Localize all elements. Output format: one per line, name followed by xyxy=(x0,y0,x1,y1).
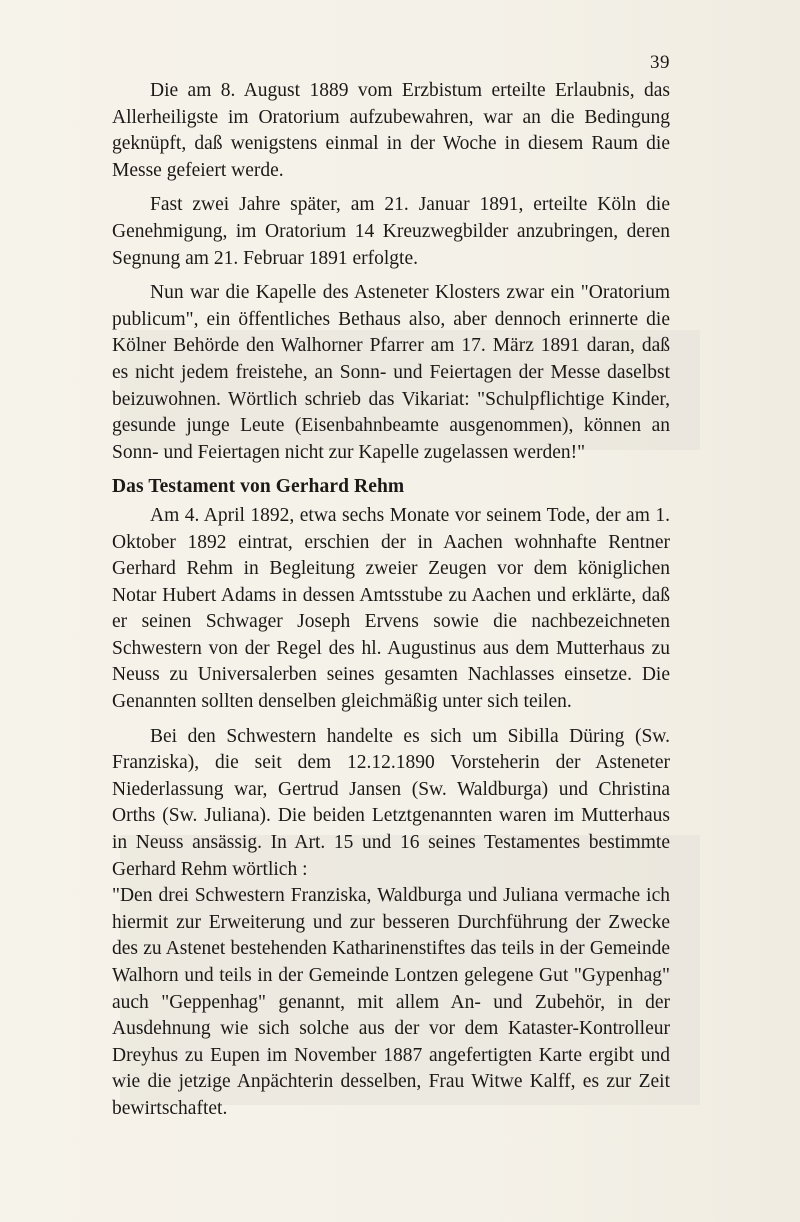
paragraph: Bei den Schwestern handelte es sich um Sibilla Düring (Sw. Franziska), die seit dem 12.12.1890 Vorsteherin der Asteneter Niederlassung war, Gertrud Jansen (Sw. Waldburga) und Christina Orths (Sw. Juliana). Die beiden Letztgenannten waren im Mutterhaus in Neuss ansässig. In Art. 15 und 16 seines Testamentes bestimmte Gerhard Rehm wörtlich : xyxy=(112,725,670,880)
body-text xyxy=(112,78,670,1131)
paragraph: Die am 8. August 1889 vom Erzbistum erteilte Erlaubnis, das Allerheiligste im Oratorium aufzubewahren, war an die Bedingung geknüpft, daß wenigstens einmal in der Woche in diesem Raum die Messe gefeiert werde. xyxy=(112,80,670,181)
section-heading: Das Testament von Gerhard Rehm xyxy=(112,476,405,498)
paragraph: Am 4. April 1892, etwa sechs Monate vor seinem Tode, der am 1. Oktober 1892 eintrat, erschien der in Aachen wohnhafte Rentner Gerhard Rehm in Begleitung zweier Zeugen vor dem königlichen Notar Hubert Adams in dessen Amtsstube zu Aachen und erklärte, daß er seinen Schwager Joseph Ervens sowie die nachbezeichneten Schwestern von der Regel des hl. Augustinus aus dem Mutterhaus zu Neuss zu Universalerben seines gesamten Nachlasses einsetze. Die Genannten sollten denselben gleichmäßig unter sich teilen. xyxy=(112,504,670,713)
quotation-paragraph: "Den drei Schwestern Franziska, Waldburga und Juliana vermache ich hiermit zur Erweiterung und zur besseren Durchführung der Zwecke des zu Astenet bestehenden Katharinenstiftes das teils in der Gemeinde Walhorn und teils in der Gemeinde Lontzen gelegene Gut "Gypenhag" auch "Geppenhag" genannt, mit allem An- und Zubehör, in der Ausdehnung wie sich solche aus der vor dem Kataster-Kontrolleur Dreyhus zu Eupen im November 1887 angefertigten Karte ergibt und wie die jetzige Anpächterin desselben, Frau Witwe Kalff, es zur Zeit bewirtschaftet. xyxy=(112,885,670,1119)
paragraph: Nun war die Kapelle des Asteneter Klosters zwar ein "Oratorium publicum", ein öffentliches Bethaus also, aber dennoch erinnerte die Kölner Behörde den Walhorner Pfarrer am 17. März 1891 daran, daß es nicht jedem freistehe, an Sonn- und Feiertagen der Messe daselbst beizuwohnen. Wörtlich schrieb das Vikariat: "Schulpflichtige Kinder, gesunde junge Leute (Eisenbahnbeamte ausgenommen), können an Sonn- und Feiertagen nicht zur Kapelle zugelassen werden!" xyxy=(112,282,670,463)
paragraph: Fast zwei Jahre später, am 21. Januar 1891, erteilte Köln die Genehmigung, im Oratorium 14 Kreuzwegbilder anzubringen, deren Segnung am 21. Februar 1891 erfolgte. xyxy=(112,194,670,269)
page-number: 39 xyxy=(650,52,670,73)
